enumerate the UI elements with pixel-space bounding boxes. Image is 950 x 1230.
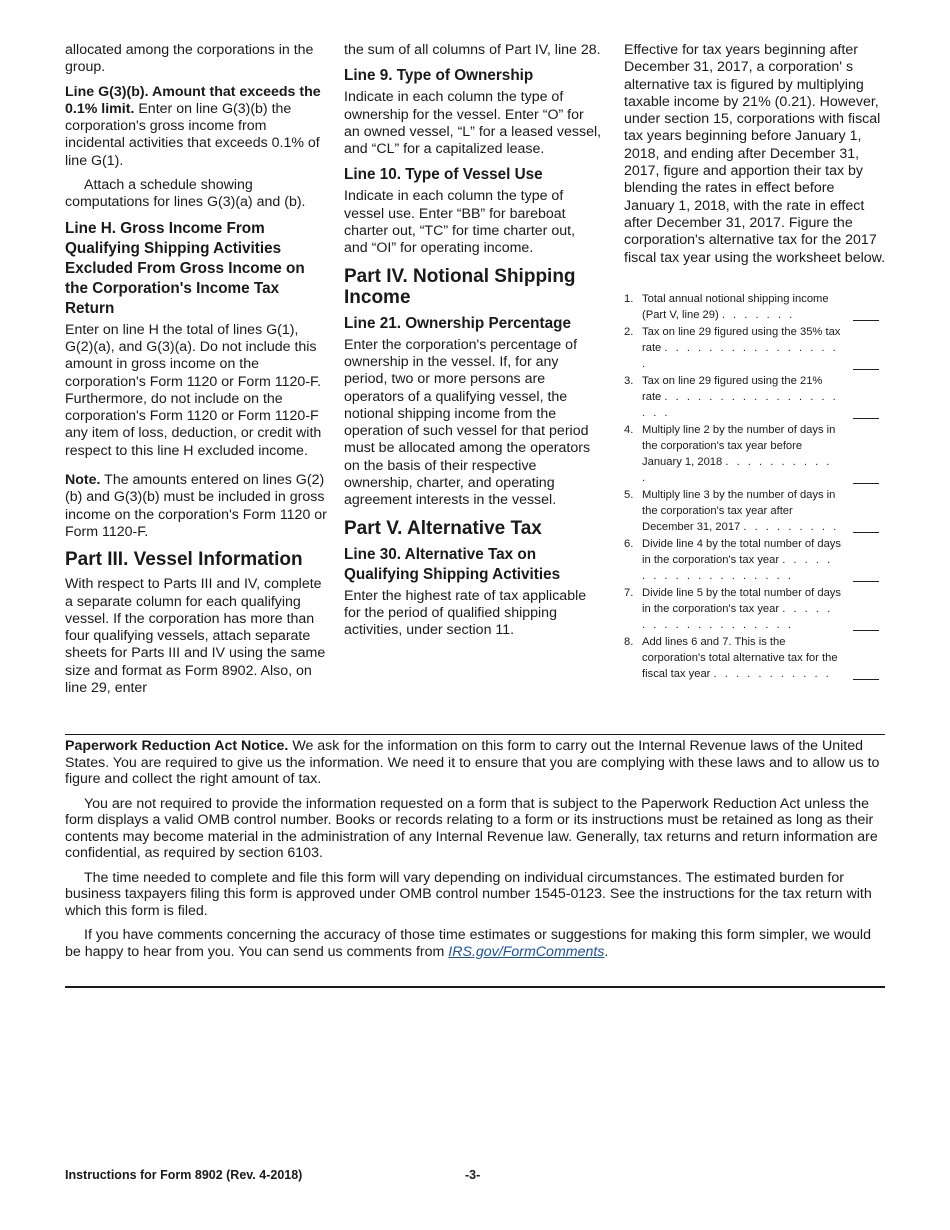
alt-tax-worksheet	[624, 291, 886, 682]
worksheet-line-number: 3.	[624, 374, 634, 387]
line-g3b-body: Enter on line G(3)(b) the corporation's gross income from incidental activities that exceeds 0.1% of line G(1).	[65, 100, 320, 169]
leader-dots: . . . . . . . . . . . . . . . . . . .	[642, 553, 833, 582]
leader-dots: . . . . . . . . . . . . . . . . .	[642, 341, 839, 370]
worksheet-line-number: 7.	[624, 586, 634, 599]
worksheet-line-number: 4.	[624, 423, 634, 436]
leader-dots: . . . . . . . . . . . . . . . . . . .	[642, 390, 839, 419]
column-left	[65, 42, 327, 704]
part3-body: With respect to Parts III and IV, complete a separate column for each qualifying vessel. If the corporation has more than four qualifying vessels, attach separate sheets for Parts III and IV using the same size and format as Form 8902. Also, on line 29, enter	[65, 576, 326, 697]
part4-heading: Part IV. Notional Shipping Income	[344, 265, 576, 308]
worksheet-line	[624, 324, 886, 372]
worksheet-line-text: Tax on line 29 figured using the 35% tax rate	[642, 325, 841, 354]
leader-dots: . . . . . . . . . . .	[713, 667, 832, 680]
worksheet-line	[624, 634, 886, 682]
worksheet-line-text: Multiply line 2 by the number of days in the corporation's tax year before January 1, 2018	[642, 423, 836, 468]
bottom-divider	[65, 986, 885, 988]
worksheet-line	[624, 585, 886, 633]
line-g3b-paragraph	[65, 84, 327, 170]
worksheet-line-number: 8.	[624, 635, 634, 648]
notice-paragraph-4	[65, 927, 887, 960]
worksheet-entry-line[interactable]	[853, 630, 879, 631]
worksheet-line-number: 5.	[624, 488, 634, 501]
note-label: Note.	[65, 472, 101, 489]
worksheet-line-number: 1.	[624, 292, 634, 305]
continued-paragraph: allocated among the corporations in the group.	[65, 42, 314, 76]
line30-body: Enter the highest rate of tax applicable for the period of qualified shipping activities, under section 11.	[344, 587, 587, 639]
notice-heading: Paperwork Reduction Act Notice.	[65, 738, 289, 754]
worksheet-line	[624, 422, 886, 486]
line10-heading: Line 10. Type of Vessel Use	[344, 166, 543, 184]
paperwork-reduction-notice	[65, 738, 887, 968]
worksheet-line-number: 6.	[624, 537, 634, 550]
worksheet-line-text: Divide line 4 by the total number of days in the corporation's tax year	[642, 537, 841, 566]
page-number: -3-	[465, 1168, 481, 1182]
form-comments-link[interactable]: IRS.gov/FormComments	[448, 943, 605, 960]
note-body: The amounts entered on lines G(2)(b) and G(3)(b) must be included in gross income on the corporation's Form 1120 or Form 1120-F.	[65, 472, 327, 540]
worksheet-line	[624, 291, 886, 323]
line-g3b-heading: Line G(3)(b). Amount that exceeds the 0.1% limit.	[65, 83, 321, 117]
note-paragraph	[65, 472, 327, 541]
leader-dots: . . . . . . . . . . .	[642, 455, 832, 484]
column-middle	[344, 42, 602, 647]
notice-body-1: We ask for the information on this form to carry out the Internal Revenue laws of the United States. You are required to give us the information. We need it to ensure that you are complying with these laws and to allow us to figure and collect the right amount of tax.	[65, 738, 880, 787]
line21-body: Enter the corporation's percentage of ownership in the vessel. If, for any period, two or more persons are operators of a qualifying vessel, the notional shipping income from the operation of such vessel for that period must be allocated among the operators on the basis of their respective ownership, charter, and operating agreement interests in the vessel.	[344, 336, 591, 509]
worksheet-entry-line[interactable]	[853, 320, 879, 321]
line-h-body: Enter on line H the total of lines G(1), G(2)(a), and G(3)(a). Do not include this amount in gross income on the corporation's Form 1120 or Form 1120-F. Furthermore, do not include on the corporation's Form 1120 or Form 1120-F any item of loss, deduction, or credit with respect to this line H excluded income.	[65, 321, 322, 459]
worksheet-line-text: Total annual notional shipping income (Part V, line 29)	[642, 292, 829, 321]
part5-heading: Part V. Alternative Tax	[344, 517, 542, 539]
notice-paragraph-2: You are not required to provide the information requested on a form that is subject to the Paperwork Reduction Act unless the form displays a valid OMB control number. Books or records relating to a form or its instructions must be retained as long as their contents may become material in the administration of any Internal Revenue law. Generally, tax returns and return information are confidential, as required by section 6103.	[65, 795, 878, 861]
worksheet-line	[624, 373, 886, 421]
leader-dots: . . . . . . . . .	[743, 520, 839, 533]
part3-heading: Part III. Vessel Information	[65, 549, 303, 571]
notice-paragraph-1	[65, 738, 887, 788]
worksheet-entry-line[interactable]	[853, 679, 879, 680]
continued-paragraph: the sum of all columns of Part IV, line 28.	[344, 42, 601, 58]
leader-dots: . . . . . . .	[721, 308, 795, 321]
notice-paragraph-3: The time needed to complete and file this form will vary depending on individual circumstances. The estimated burden for business taxpayers filing this form is approved under OMB control number 1545-0123. See the instructions for the tax return with which this form is filed.	[65, 869, 872, 919]
line30-heading: Line 30. Alternative Tax on Qualifying Shipping Activities	[344, 545, 561, 583]
line10-body: Indicate in each column the type of vessel use. Enter “BB” for bareboat charter out, “TC” for time charter out, and “OI” for operating income.	[344, 188, 576, 257]
worksheet-entry-line[interactable]	[853, 418, 879, 419]
line9-heading: Line 9. Type of Ownership	[344, 67, 534, 85]
worksheet-entry-line[interactable]	[853, 483, 879, 484]
line9-body: Indicate in each column the type of ownership for the vessel. Enter “O” for an owned vessel, “L” for a leased vessel, and “CL” for a capitalized lease.	[344, 89, 602, 158]
attach-schedule-paragraph: Attach a schedule showing computations for lines G(3)(a) and (b).	[65, 177, 306, 211]
notice-period: .	[604, 943, 609, 960]
worksheet-line-text: Add lines 6 and 7. This is the corporation's total alternative tax for the fiscal tax year	[642, 635, 838, 680]
worksheet-line	[624, 536, 886, 584]
alt-tax-intro: Effective for tax years beginning after December 31, 2017, a corporation' s alternative tax is figured by multiplying taxable income by 21% (0.21). However, under section 15, corporations with fiscal tax years beginning before January 1, 2018, and ending after December 31, 2017, figure and apportion their tax by blending the rates in effect before January 1, 2018, with the rate in effect after December 31, 2017. Figure the corporation's alternative tax for the 2017 fiscal tax year using the worksheet below.	[624, 42, 886, 266]
worksheet-line-text: Divide line 5 by the total number of days in the corporation's tax year	[642, 586, 841, 615]
worksheet-line-number: 2.	[624, 325, 634, 338]
worksheet-entry-line[interactable]	[853, 581, 879, 582]
line21-heading: Line 21. Ownership Percentage	[344, 314, 571, 332]
worksheet-line-text: Multiply line 3 by the number of days in the corporation's tax year after December 31, 2017	[642, 488, 836, 533]
section-divider	[65, 734, 885, 735]
worksheet-entry-line[interactable]	[853, 532, 879, 533]
notice-body-4: If you have comments concerning the accuracy of those time estimates or suggestions for making this form simpler, we would be happy to hear from you. You can send us comments from	[65, 927, 871, 960]
leader-dots: . . . . . . . . . . . . . . . . . . .	[642, 602, 833, 631]
line-h-heading: Line H. Gross Income From Qualifying Shipping Activities Excluded From Gross Income on the Corporation's Income Tax Return	[65, 219, 305, 317]
worksheet-line-text: Tax on line 29 figured using the 21% rate	[642, 374, 823, 403]
column-right	[624, 42, 886, 683]
worksheet-line	[624, 487, 886, 535]
worksheet-entry-line[interactable]	[853, 369, 879, 370]
footer-title: Instructions for Form 8902 (Rev. 4-2018)	[65, 1168, 303, 1182]
